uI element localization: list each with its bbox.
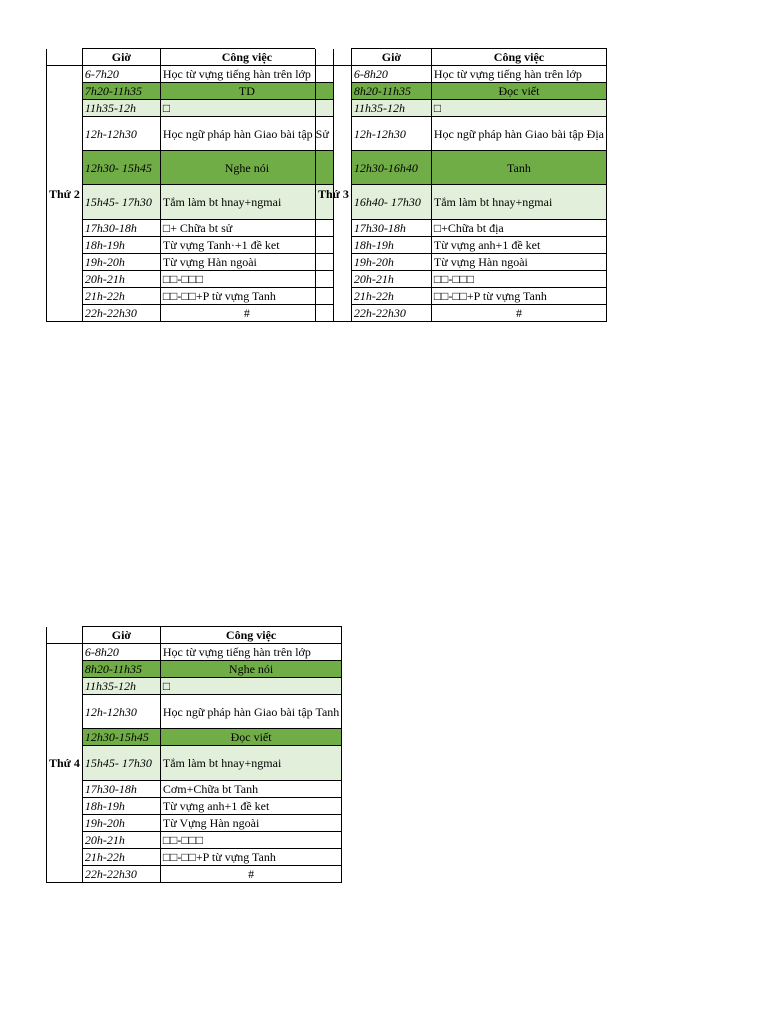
task-cell: Từ vựng Tanh·+1 đề ket bbox=[160, 237, 333, 254]
time-cell: 17h30-18h bbox=[82, 220, 160, 237]
table-row bbox=[316, 271, 607, 288]
time-cell: 19h-20h bbox=[82, 815, 160, 832]
table-row bbox=[47, 678, 342, 695]
task-cell: # bbox=[160, 305, 333, 322]
task-cell: □ bbox=[431, 100, 606, 117]
table-row bbox=[47, 271, 334, 288]
table-row bbox=[47, 220, 334, 237]
table-row bbox=[47, 746, 342, 781]
table-row bbox=[47, 849, 342, 866]
time-cell: 18h-19h bbox=[82, 798, 160, 815]
table-row bbox=[47, 695, 342, 729]
header-row bbox=[47, 49, 334, 66]
day-column-header bbox=[47, 49, 83, 66]
task-cell: □+ Chữa bt sử bbox=[160, 220, 333, 237]
task-cell: Học ngữ pháp hàn Giao bài tập Sử bbox=[160, 117, 333, 151]
time-cell: 8h20-11h35 bbox=[351, 83, 431, 100]
time-cell: 17h30-18h bbox=[82, 781, 160, 798]
table-row bbox=[316, 237, 607, 254]
time-column-header: Giờ bbox=[351, 49, 431, 66]
time-cell: 12h30-15h45 bbox=[82, 729, 160, 746]
task-cell: TD bbox=[160, 83, 333, 100]
task-cell: Cơm+Chữa bt Tanh bbox=[160, 781, 341, 798]
schedule-body bbox=[47, 627, 342, 883]
time-column-header: Giờ bbox=[82, 49, 160, 66]
time-cell: 20h-21h bbox=[82, 271, 160, 288]
time-cell: 12h-12h30 bbox=[351, 117, 431, 151]
task-cell: Học ngữ pháp hàn Giao bài tập Địa bbox=[431, 117, 606, 151]
table-row bbox=[47, 832, 342, 849]
time-cell: 11h35-12h bbox=[351, 100, 431, 117]
task-cell: Từ Vựng Hàn ngoài bbox=[160, 815, 341, 832]
table-row bbox=[47, 151, 334, 185]
time-cell: 12h-12h30 bbox=[82, 695, 160, 729]
task-cell: # bbox=[160, 866, 341, 883]
time-cell: 18h-19h bbox=[351, 237, 431, 254]
table-row bbox=[47, 288, 334, 305]
time-cell: 7h20-11h35 bbox=[82, 83, 160, 100]
table-row bbox=[47, 798, 342, 815]
time-cell: 22h-22h30 bbox=[82, 305, 160, 322]
schedule-table-thu-2 bbox=[46, 48, 334, 322]
time-cell: 21h-22h bbox=[82, 288, 160, 305]
table-row bbox=[47, 117, 334, 151]
schedule-body bbox=[316, 49, 607, 322]
time-cell: 19h-20h bbox=[82, 254, 160, 271]
time-cell: 17h30-18h bbox=[351, 220, 431, 237]
task-cell: # bbox=[431, 305, 606, 322]
task-cell: □ bbox=[160, 100, 333, 117]
task-cell: Tắm làm bt hnay+ngmai bbox=[160, 746, 341, 781]
day-label: Thứ 2 bbox=[47, 66, 83, 322]
task-cell: Tắm làm bt hnay+ngmai bbox=[160, 185, 333, 220]
time-cell: 15h45- 17h30 bbox=[82, 746, 160, 781]
time-column-header: Giờ bbox=[82, 627, 160, 644]
table-row bbox=[47, 644, 342, 661]
task-cell: □□-□□+P từ vựng Tanh bbox=[160, 288, 333, 305]
task-cell: Học từ vựng tiếng hàn trên lớp bbox=[160, 66, 333, 83]
day-column-header bbox=[316, 49, 352, 66]
table-row bbox=[47, 729, 342, 746]
time-cell: 6-8h20 bbox=[351, 66, 431, 83]
task-column-header: Công việc bbox=[431, 49, 606, 66]
table-row bbox=[316, 220, 607, 237]
time-cell: 12h30-16h40 bbox=[351, 151, 431, 185]
schedule-body bbox=[47, 49, 334, 322]
task-column-header: Công việc bbox=[160, 627, 341, 644]
time-cell: 19h-20h bbox=[351, 254, 431, 271]
table-row bbox=[316, 185, 607, 220]
time-cell: 21h-22h bbox=[82, 849, 160, 866]
schedule-table-thu-4 bbox=[46, 626, 342, 883]
table-row bbox=[47, 254, 334, 271]
table-row bbox=[47, 305, 334, 322]
time-cell: 6-8h20 bbox=[82, 644, 160, 661]
task-cell: □□-□□+P từ vựng Tanh bbox=[431, 288, 606, 305]
time-cell: 6-7h20 bbox=[82, 66, 160, 83]
header-row bbox=[47, 627, 342, 644]
table-row bbox=[47, 83, 334, 100]
time-cell: 12h-12h30 bbox=[82, 117, 160, 151]
task-column-header: Công việc bbox=[160, 49, 333, 66]
time-cell: 21h-22h bbox=[351, 288, 431, 305]
header-row bbox=[316, 49, 607, 66]
task-cell: Từ vựng anh+1 đề ket bbox=[431, 237, 606, 254]
task-cell: Đọc viết bbox=[160, 729, 341, 746]
table-row bbox=[47, 100, 334, 117]
task-cell: Nghe nói bbox=[160, 151, 333, 185]
table-row bbox=[47, 185, 334, 220]
table-row bbox=[316, 117, 607, 151]
time-cell: 12h30- 15h45 bbox=[82, 151, 160, 185]
task-cell: Đọc viết bbox=[431, 83, 606, 100]
table-row bbox=[316, 83, 607, 100]
task-cell: Nghe nói bbox=[160, 661, 341, 678]
day-column-header bbox=[47, 627, 83, 644]
task-cell: □ bbox=[160, 678, 341, 695]
task-cell: Tanh bbox=[431, 151, 606, 185]
task-cell: Từ vựng anh+1 đề ket bbox=[160, 798, 341, 815]
task-cell: Học ngữ pháp hàn Giao bài tập Tanh bbox=[160, 695, 341, 729]
task-cell: Học từ vựng tiếng hàn trên lớp bbox=[431, 66, 606, 83]
day-label: Thứ 3 bbox=[316, 66, 352, 322]
task-cell: □□-□□+P từ vựng Tanh bbox=[160, 849, 341, 866]
task-cell: □□-□□□ bbox=[431, 271, 606, 288]
table-row bbox=[316, 66, 607, 83]
table-row bbox=[316, 288, 607, 305]
table-row bbox=[47, 237, 334, 254]
time-cell: 18h-19h bbox=[82, 237, 160, 254]
table-row bbox=[316, 254, 607, 271]
table-row bbox=[316, 305, 607, 322]
time-cell: 15h45- 17h30 bbox=[82, 185, 160, 220]
table-row bbox=[47, 866, 342, 883]
table-row bbox=[316, 100, 607, 117]
table-row bbox=[47, 66, 334, 83]
task-cell: □□-□□□ bbox=[160, 271, 333, 288]
time-cell: 22h-22h30 bbox=[351, 305, 431, 322]
time-cell: 20h-21h bbox=[351, 271, 431, 288]
table-row bbox=[47, 781, 342, 798]
time-cell: 11h35-12h bbox=[82, 678, 160, 695]
task-cell: □□-□□□ bbox=[160, 832, 341, 849]
task-cell: Tắm làm bt hnay+ngmai bbox=[431, 185, 606, 220]
time-cell: 16h40- 17h30 bbox=[351, 185, 431, 220]
task-cell: Từ vựng Hàn ngoài bbox=[431, 254, 606, 271]
table-row bbox=[47, 661, 342, 678]
time-cell: 22h-22h30 bbox=[82, 866, 160, 883]
time-cell: 20h-21h bbox=[82, 832, 160, 849]
task-cell: Học từ vựng tiếng hàn trên lớp bbox=[160, 644, 341, 661]
schedule-table-thu-3 bbox=[315, 48, 607, 322]
day-label: Thứ 4 bbox=[47, 644, 83, 883]
time-cell: 11h35-12h bbox=[82, 100, 160, 117]
task-cell: Từ vựng Hàn ngoài bbox=[160, 254, 333, 271]
table-row bbox=[47, 815, 342, 832]
table-row bbox=[316, 151, 607, 185]
time-cell: 8h20-11h35 bbox=[82, 661, 160, 678]
task-cell: □+Chữa bt địa bbox=[431, 220, 606, 237]
